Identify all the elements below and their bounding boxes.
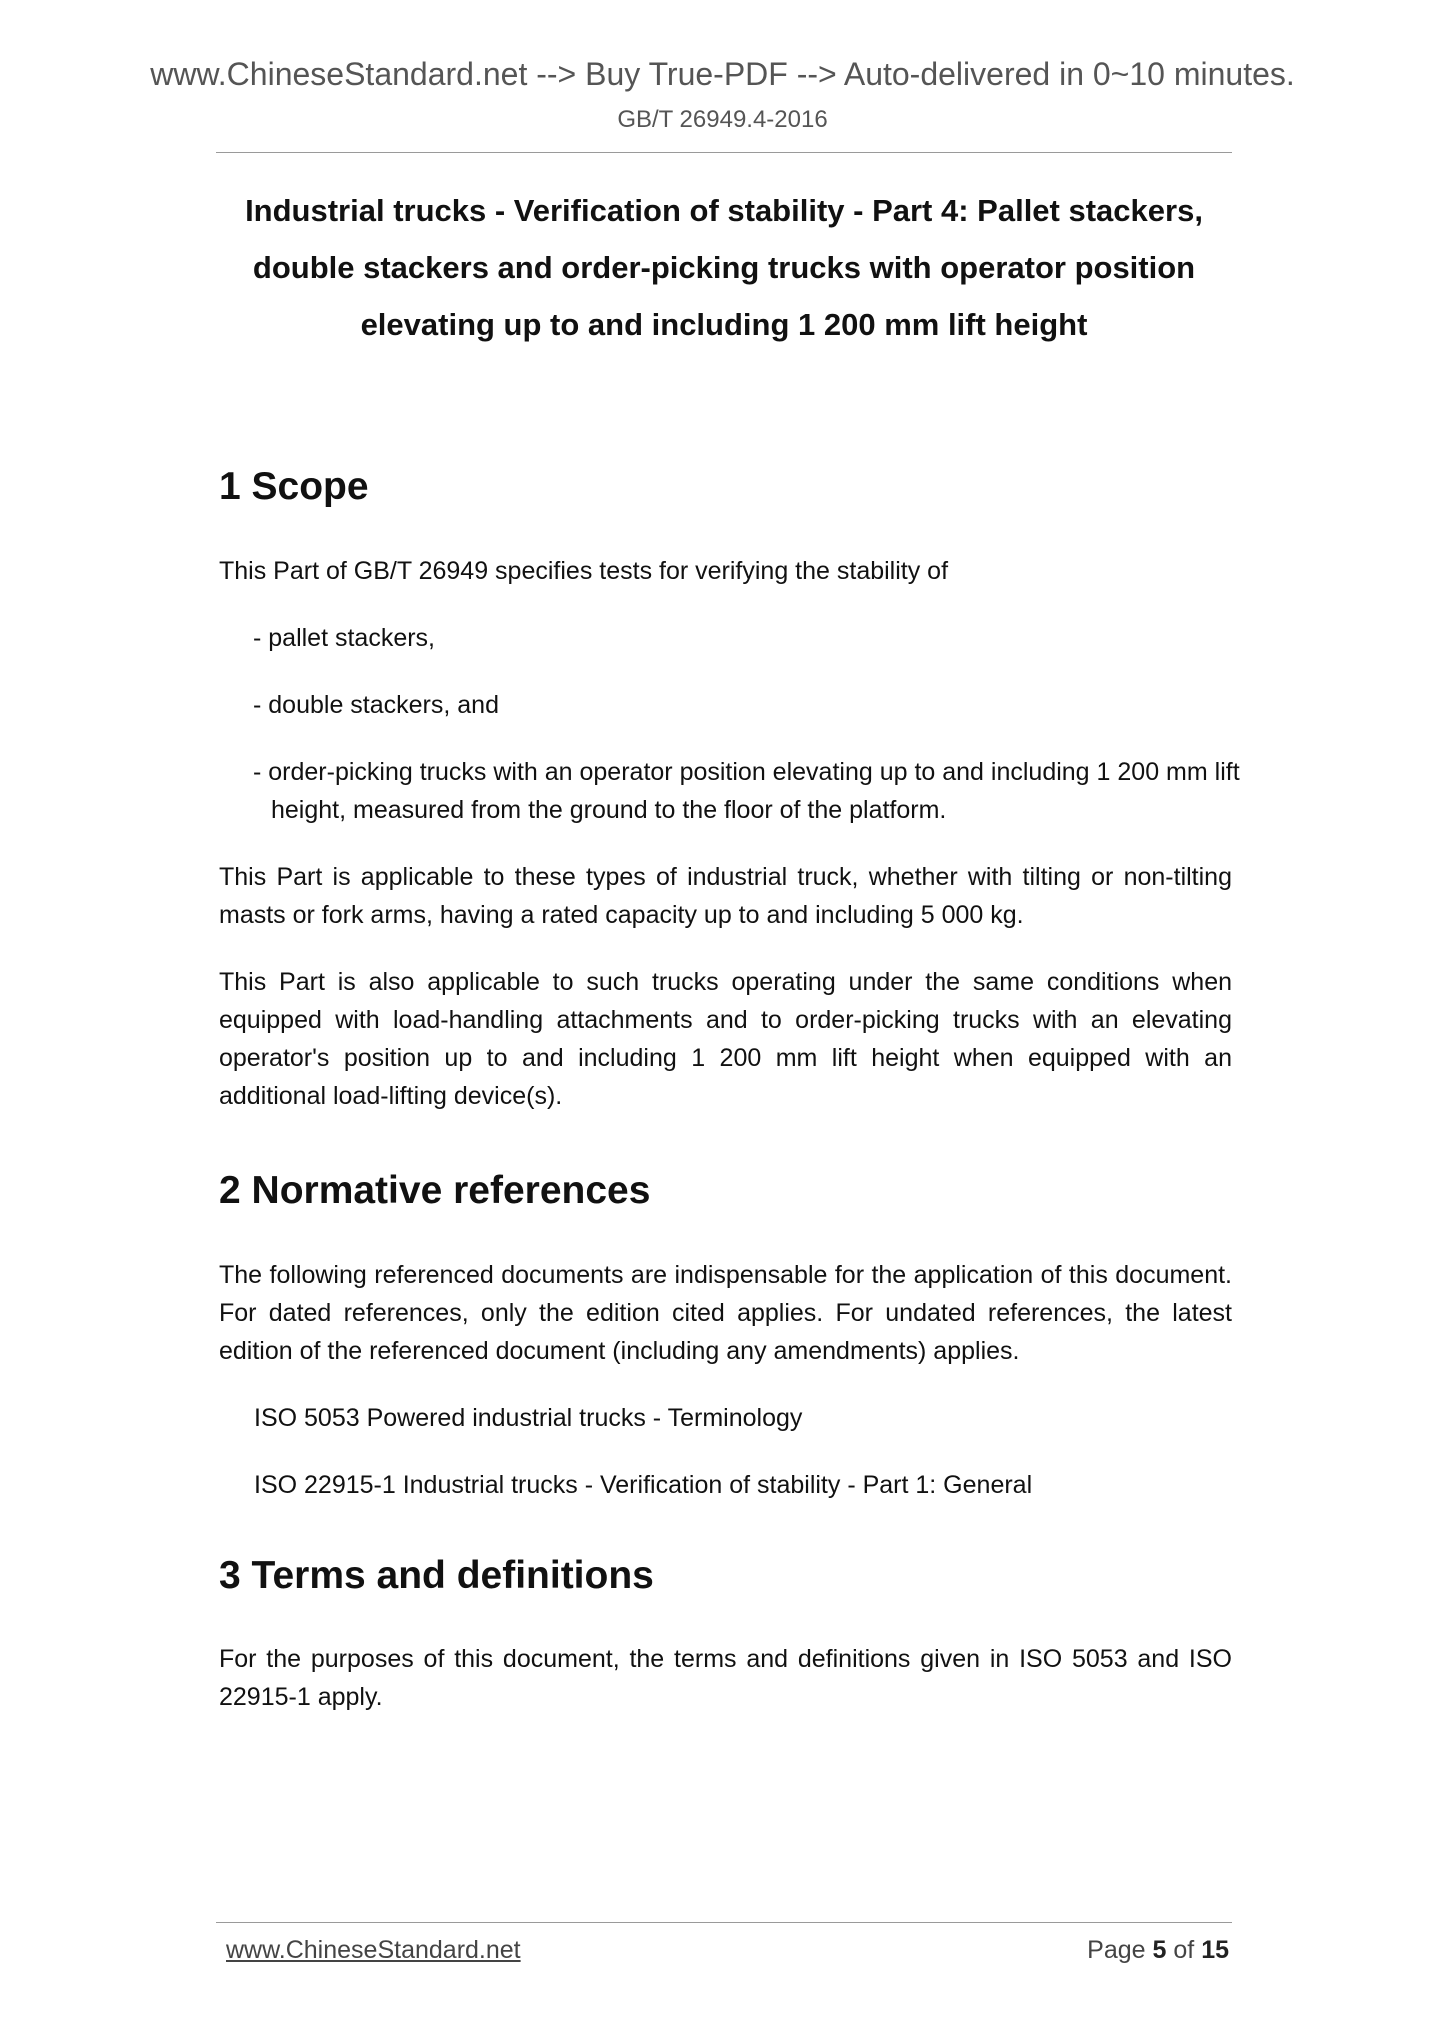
page-total: 15 [1201, 1936, 1229, 1964]
page-current: 5 [1152, 1936, 1167, 1964]
terms-paragraph: For the purposes of this document, the terms and definitions given in ISO 5053 and ISO 22915-1 apply. [219, 1645, 1232, 1711]
standard-code: GB/T 26949.4-2016 [617, 106, 828, 133]
title-line-1: Industrial trucks - Verification of stability - Part 4: Pallet stackers, [245, 193, 1203, 228]
section-heading-normative-references: 2 Normative references [219, 1169, 651, 1212]
scope-paragraph-2: This Part is applicable to these types of industrial truck, whether with tilting or non-tilting masts or fork arms, having a rated capacity up to and including 5 000 kg. [219, 863, 1232, 929]
title-line-3: elevating up to and including 1 200 mm lift height [360, 307, 1088, 342]
title-line-2: double stackers and order-picking trucks with operator position [252, 250, 1196, 285]
footer-divider [216, 1922, 1232, 1923]
footer-site-link[interactable]: www.ChineseStandard.net [226, 1936, 521, 1964]
scope-list-item: - double stackers, and [253, 691, 499, 719]
reference-item: ISO 22915-1 Industrial trucks - Verification of stability - Part 1: General [254, 1471, 1033, 1499]
scope-intro: This Part of GB/T 26949 specifies tests for verifying the stability of [219, 557, 949, 585]
document-title [216, 182, 1232, 353]
page-indicator [1087, 1938, 1229, 1963]
reference-item: ISO 5053 Powered industrial trucks - Terminology [254, 1404, 803, 1432]
site-banner[interactable]: www.ChineseStandard.net --> Buy True-PDF --> Auto-delivered in 0~10 minutes. [150, 56, 1295, 92]
page-label: Page [1087, 1936, 1146, 1964]
section-heading-scope: 1 Scope [219, 465, 369, 508]
section-heading-terms-definitions: 3 Terms and definitions [219, 1554, 654, 1597]
header-divider [216, 152, 1232, 153]
scope-paragraph-3: This Part is also applicable to such trucks operating under the same conditions when equipped with load-handling attachments and to order-picking trucks with an elevating operator's position up to and including 1 200 mm lift height when equipped with an additional load-lifting device(s). [219, 968, 1232, 1110]
normative-intro: The following referenced documents are indispensable for the application of this document. For dated references, only the edition cited applies. For undated references, the latest edition of the referenced document (including any amendments) applies. [219, 1261, 1232, 1365]
page-of-label: of [1173, 1936, 1195, 1964]
scope-list-item: - order-picking trucks with an operator position elevating up to and including 1 200 mm lift height, measured from the ground to the floor of the platform. [253, 758, 1240, 824]
scope-list-item: - pallet stackers, [253, 624, 436, 652]
